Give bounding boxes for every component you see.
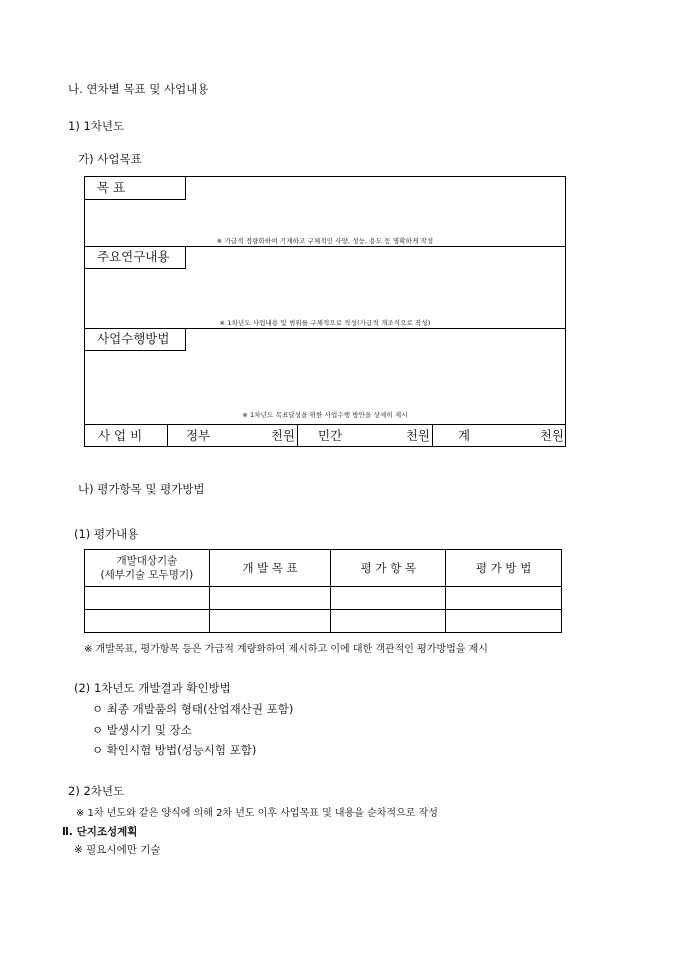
budget-total-label: 계	[432, 424, 498, 447]
table-cell[interactable]	[85, 610, 210, 633]
table-cell[interactable]	[331, 610, 446, 633]
col-header-dev-goal: 개 발 목 표	[209, 550, 331, 587]
budget-gov-label: 정부	[167, 424, 230, 447]
table-header-row	[85, 550, 562, 587]
heading-year2: 2) 2차년도	[68, 784, 125, 798]
table-row	[85, 610, 562, 633]
eval-note: ※ 개발목표, 평가항목 등은 가급적 계량화하여 제시하고 이에 대한 객관적인 평가방법을 제시	[84, 644, 488, 655]
table-cell[interactable]	[85, 587, 210, 610]
year2-note: ※ 1차 년도와 같은 양식에 의해 2차 년도 이후 사업목표 및 내용을 순차적으로 작성	[76, 808, 438, 819]
budget-private-unit: 천원	[405, 428, 430, 443]
table-cell[interactable]	[209, 587, 331, 610]
col-header-eval-item: 평 가 항 목	[331, 550, 446, 587]
evaluation-table	[84, 549, 562, 633]
col-header-technology	[85, 550, 210, 587]
goal-note: ※ 가급적 정량화하여 기재하고 구체적인 사양, 성능, 용도 등 명확하게 작성	[216, 237, 434, 245]
table-cell[interactable]	[446, 610, 562, 633]
section-2-note: ※ 필요시에만 기술	[74, 844, 161, 856]
goal-label: 목 표	[85, 177, 186, 200]
heading-evaluation: 나) 평가항목 및 평가방법	[78, 482, 205, 496]
bullet-item: ㅇ 최종 개발품의 형태(산업재산권 포함)	[92, 702, 294, 716]
budget-private-label: 민간	[297, 424, 364, 447]
heading-section-2: Ⅱ. 단지조성계획	[62, 826, 138, 838]
budget-label: 사 업 비	[98, 428, 143, 443]
table-cell[interactable]	[331, 587, 446, 610]
budget-row	[85, 424, 565, 447]
bullet-item: ㅇ 확인시험 방법(성능시험 포함)	[92, 743, 257, 757]
heading-dev-result: (2) 1차년도 개발결과 확인방법	[74, 681, 231, 695]
heading-eval-content: (1) 평가내용	[74, 527, 139, 541]
research-label: 주요연구내용	[85, 246, 186, 269]
heading-year1: 1) 1차년도	[68, 119, 125, 133]
business-goal-box	[84, 176, 566, 447]
heading-yearly-goals: 나. 연차별 목표 및 사업내용	[68, 82, 209, 96]
budget-total-unit: 천원	[539, 428, 564, 443]
table-cell[interactable]	[209, 610, 331, 633]
bullet-item: ㅇ 발생시기 및 장소	[92, 723, 192, 737]
col-header-eval-method: 평 가 방 법	[446, 550, 562, 587]
budget-gov-unit: 천원	[270, 428, 295, 443]
table-cell[interactable]	[446, 587, 562, 610]
table-row	[85, 587, 562, 610]
method-label: 사업수행방법	[85, 328, 186, 351]
research-note: ※ 1차년도 사업내용 및 범위를 구체적으로 작성(가급적 개조식으로 작성)	[219, 319, 431, 327]
heading-business-goal: 가) 사업목표	[78, 152, 142, 166]
method-note: ※ 1차년도 목표달성을 위한 사업수행 방안을 상세히 제시	[242, 411, 408, 419]
col-header-technology-text: 개발대상기술 (세부기술 모두명기)	[100, 555, 194, 581]
